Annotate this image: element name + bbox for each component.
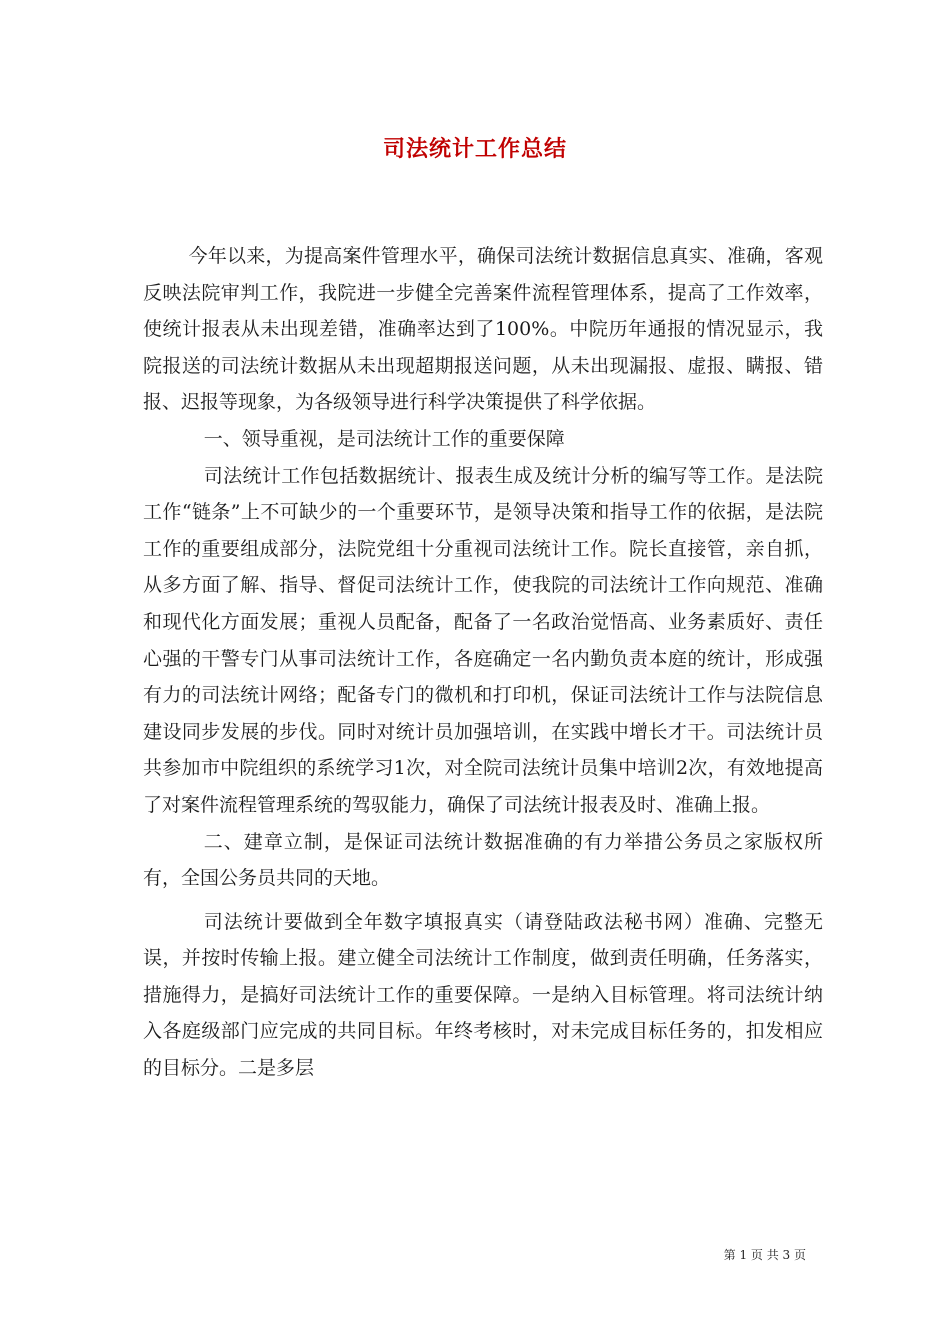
page-number-footer: 第 1 页 共 3 页 [723, 1248, 806, 1262]
section-heading-1: 一、领导重视，是司法统计工作的重要保障 [203, 427, 565, 450]
section-heading-2: 二、建章立制，是保证司法统计数据准确的有力举措公务员之家版权所有，全国公务员共同的天地。 [143, 830, 823, 890]
paragraph-section-2: 司法统计要做到全年数字填报真实（请登陆政法秘书网）准确、完整无误，并按时传输上报。建立健全司法统计工作制度，做到责任明确，任务落实，措施得力，是搞好司法统计工作的重要保障。一是纳入目标管理。将司法统计纳入各庭级部门应完成的共同目标。年终考核时，对未完成目标任务的，扣发相应的目标分。二是多层 [143, 910, 823, 1080]
paragraph-section-1: 司法统计工作包括数据统计、报表生成及统计分析的编写等工作。是法院工作“链条”上不可缺少的一个重要环节，是领导决策和指导工作的依据，是法院工作的重要组成部分，法院党组十分重视司法统计工作。院长直接管，亲自抓，从多方面了解、指导、督促司法统计工作，使我院的司法统计工作向规范、准确和现代化方面发展；重视人员配备，配备了一名政治觉悟高、业务素质好、责任心强的干警专门从事司法统计工作，各庭确定一名内勤负责本庭的统计，形成强有力的司法统计网络；配备专门的微机和打印机，保证司法统计工作与法院信息建设同步发展的步伐。同时对统计员加强培训，在实践中增长才干。司法统计员共参加市中院组织的系统学习1次，对全院司法统计员集中培训2次，有效地提高了对案件流程管理系统的驾驭能力，确保了司法统计报表及时、准确上报。 [143, 464, 823, 816]
document-title: 司法统计工作总结 [382, 136, 567, 162]
paragraph-intro: 今年以来，为提高案件管理水平，确保司法统计数据信息真实、准确，客观反映法院审判工作，我院进一步健全完善案件流程管理体系，提高了工作效率，使统计报表从未出现差错，准确率达到了100%。中院历年通报的情况显示，我院报送的司法统计数据从未出现超期报送问题，从未出现漏报、虚报、瞒报、错报、迟报等现象，为各级领导进行科学决策提供了科学依据。 [143, 245, 823, 414]
document-body [143, 238, 823, 1087]
